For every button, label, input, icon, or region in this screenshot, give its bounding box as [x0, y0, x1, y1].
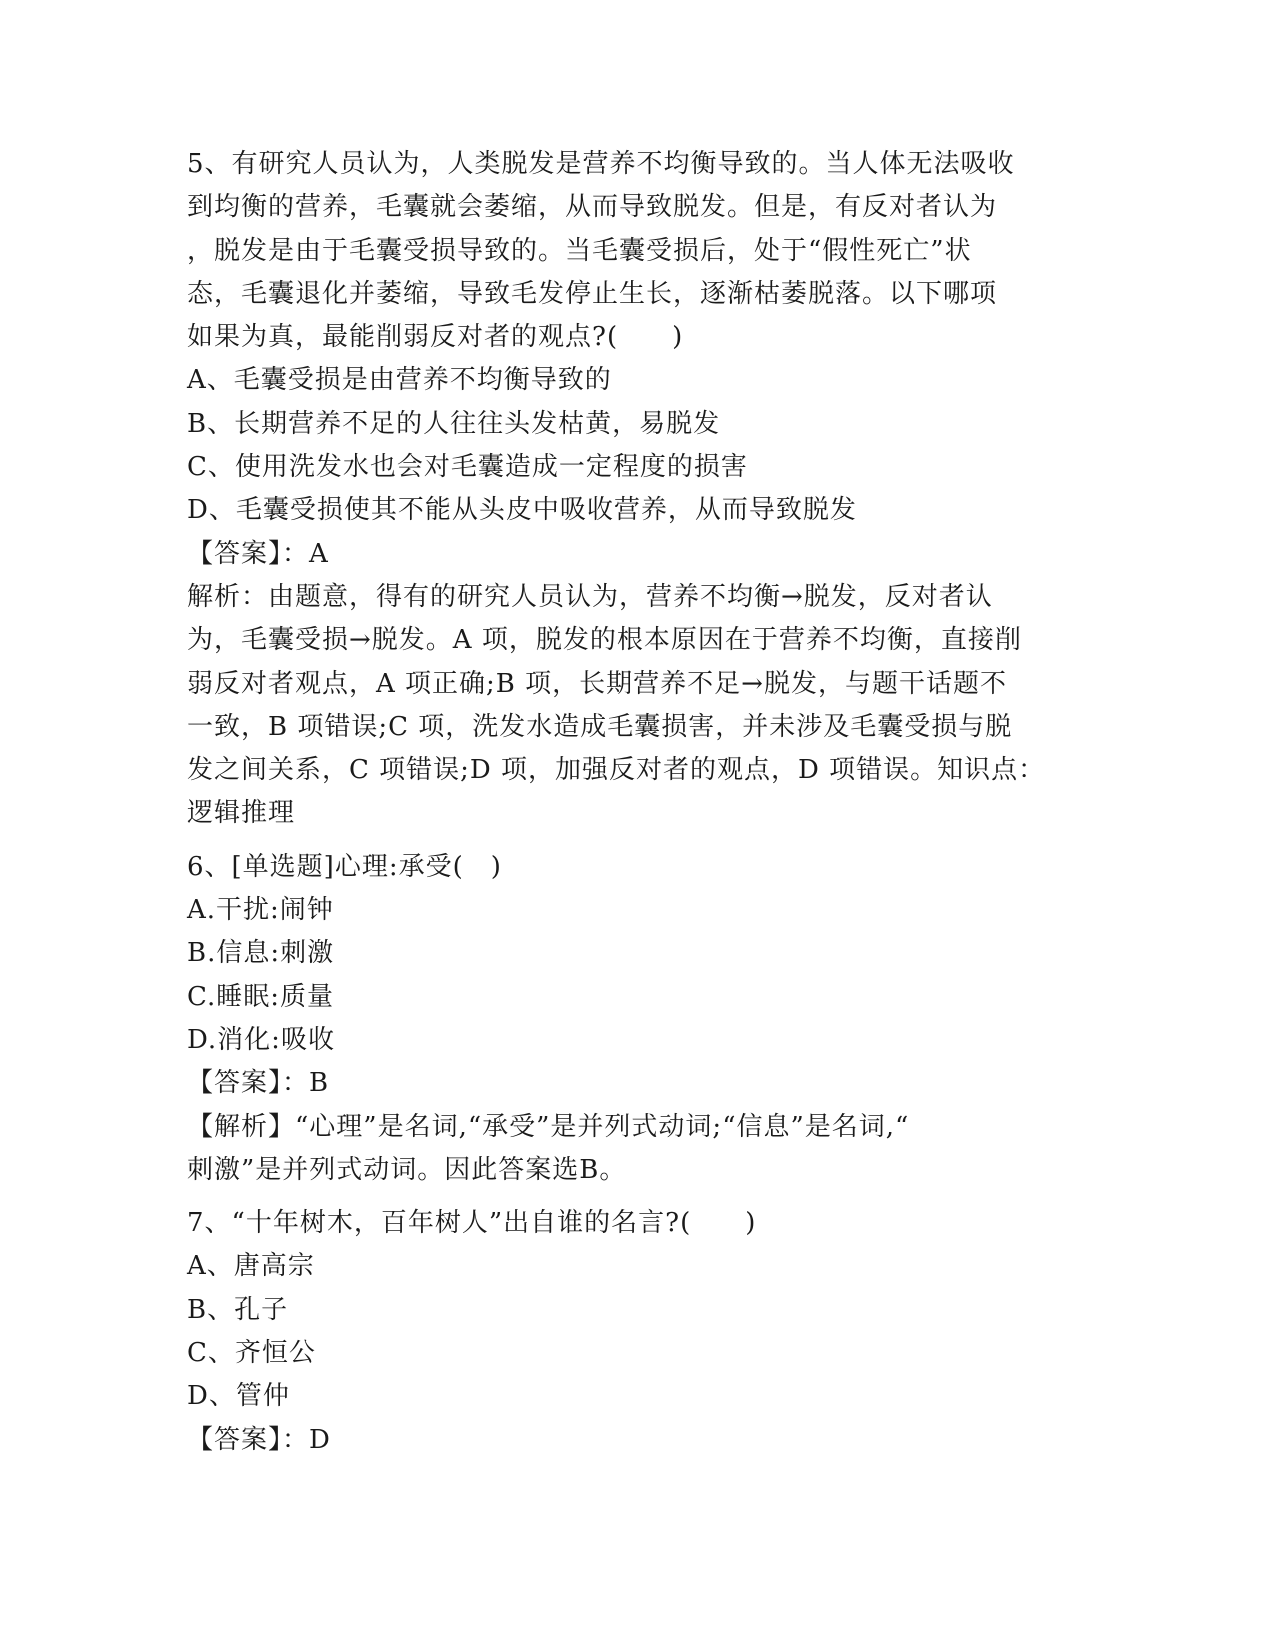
- question-spacer: [187, 1192, 1087, 1202]
- question-block: [187, 143, 1087, 836]
- option-a: A.干扰:闹钟: [187, 895, 334, 926]
- answer: 【答案】：D: [187, 1424, 331, 1455]
- answer: 【答案】：A: [187, 538, 329, 569]
- question-spacer: [187, 836, 1087, 846]
- option-b: B.信息:刺激: [187, 938, 335, 969]
- analysis-line: 一致，B 项错误;C 项，洗发水造成毛囊损害，并未涉及毛囊受损与脱: [187, 711, 1013, 742]
- question-stem-line: ，脱发是由于毛囊受损导致的。当毛囊受损后，处于“假性死亡”状: [187, 235, 972, 266]
- option-c: C.睡眠:质量: [187, 981, 334, 1012]
- question-stem-line: 态，毛囊退化并萎缩，导致毛发停止生长，逐渐枯萎脱落。以下哪项: [187, 278, 998, 309]
- option-d: D.消化:吸收: [187, 1024, 335, 1055]
- answer: 【答案】：B: [187, 1068, 330, 1099]
- analysis-line: 为，毛囊受损→脱发。A 项，脱发的根本原因在于营养不均衡，直接削: [187, 625, 1022, 656]
- question-stem-line: 7、“十年树木，百年树人”出自谁的名言?( ): [187, 1208, 757, 1239]
- question-stem-line: 5、有研究人员认为，人类脱发是营养不均衡导致的。当人体无法吸收: [187, 149, 1015, 179]
- question-block: [187, 1202, 1087, 1462]
- analysis-line: 刺激”是并列式动词。因此答案选B。: [187, 1154, 627, 1185]
- option-d: D、管仲: [187, 1381, 290, 1412]
- option-c: C、齐恒公: [187, 1338, 316, 1369]
- option-d: D、毛囊受损使其不能从头皮中吸收营养，从而导致脱发: [187, 495, 857, 526]
- option-c: C、使用洗发水也会对毛囊造成一定程度的损害: [187, 452, 748, 483]
- question-stem-line: 如果为真，最能削弱反对者的观点?( ): [187, 322, 684, 353]
- analysis-line: 【解析】“心理”是名词,“承受”是并列式动词;“信息”是名词,“: [187, 1111, 910, 1142]
- analysis-line: 解析：由题意，得有的研究人员认为，营养不均衡→脱发，反对者认: [187, 581, 993, 612]
- question-stem-line: 到均衡的营养，毛囊就会萎缩，从而导致脱发。但是，有反对者认为: [187, 192, 998, 223]
- question-block: [187, 846, 1087, 1192]
- option-b: B、孔子: [187, 1294, 289, 1325]
- option-a: A、毛囊受损是由营养不均衡导致的: [187, 365, 612, 396]
- analysis-line: 发之间关系，C 项错误;D 项，加强反对者的观点，D 项错误。知识点：: [187, 755, 1046, 786]
- option-b: B、长期营养不足的人往往头发枯黄，易脱发: [187, 408, 721, 439]
- option-a: A、唐高宗: [187, 1251, 315, 1282]
- document-page: [187, 143, 1087, 1462]
- analysis-line: 逻辑推理: [187, 798, 296, 829]
- analysis-line: 弱反对者观点，A 项正确;B 项，长期营养不足→脱发，与题干话题不: [187, 668, 1007, 699]
- question-stem-line: 6、[单选题]心理:承受( ): [187, 851, 502, 882]
